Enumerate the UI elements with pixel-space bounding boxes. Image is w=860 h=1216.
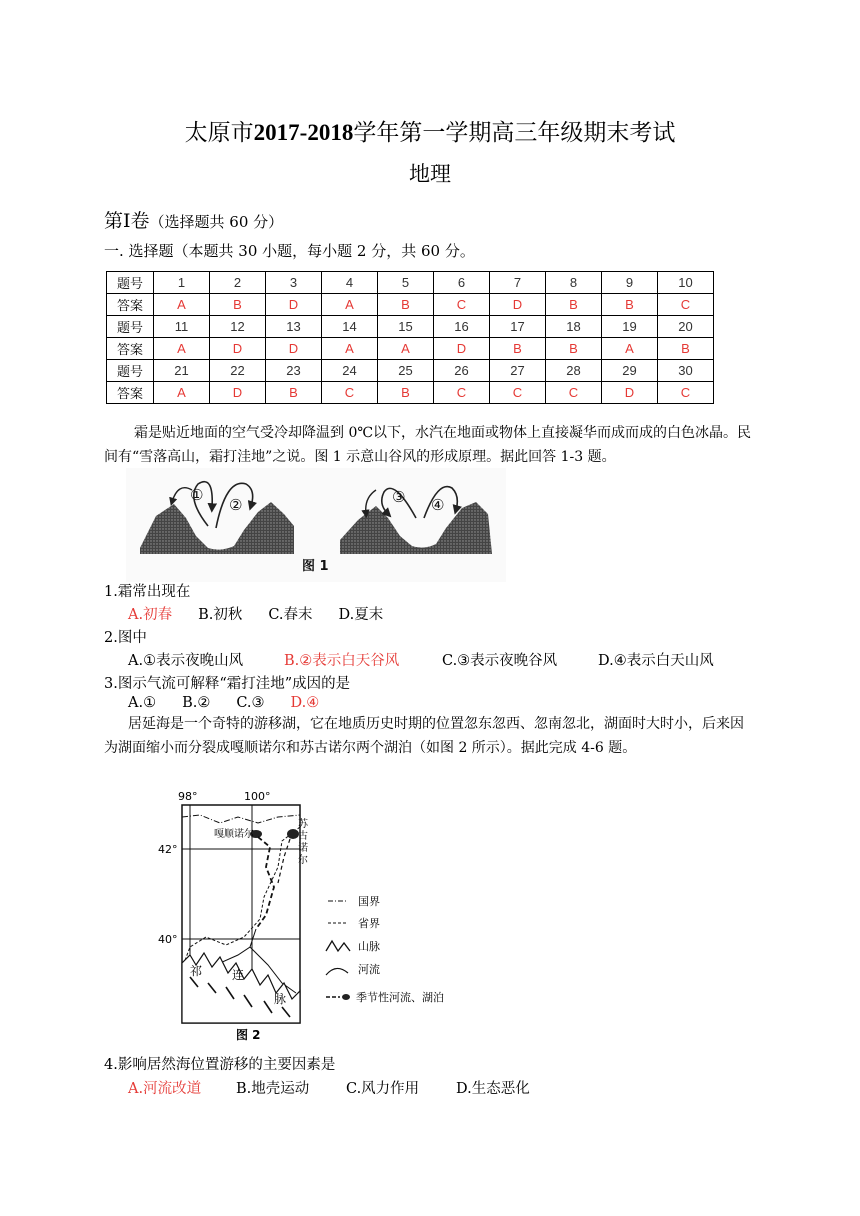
section-heading: 一. 选择题（本题共 30 小题，每小题 2 分，共 60 分。 [104,242,475,260]
q2-option-a[interactable]: A.①表示夜晚山风 [128,653,244,669]
answer-cell: B [378,294,434,316]
question-number-cell: 24 [322,360,378,382]
answer-cell: D [602,382,658,404]
passage-frost: 霜是贴近地面的空气受冷却降温到 0℃以下，水汽在地面或物体上直接凝华而成而成的白色冰晶。民间有“雪落高山，霜打洼地”之说。图 1 示意山谷风的形成原理。据此回答 1-3 题。 [104,425,752,465]
q4-option-d[interactable]: D.生态恶化 [456,1081,530,1097]
question-number-cell: 1 [154,272,210,294]
question-number-cell: 7 [490,272,546,294]
q3-option-a[interactable]: A.① [128,695,157,711]
answer-cell: D [210,338,266,360]
passage-juyan-lake: 居延海是一个奇特的游移湖，它在地质历史时期的位置忽东忽西、忽南忽北，湖面时大时小，后来因为湖面缩小而分裂成嘎顺诺尔和苏古诺尔两个湖泊（如图 2 所示）。据此完成 4-6 题。 [104,716,744,756]
marker-2: ② [229,496,243,514]
table-row-answers [107,382,714,404]
question-number-cell: 2 [210,272,266,294]
lake-gashun-label: 嘎顺诺尔 [214,829,254,840]
answer-table [106,271,714,404]
answer-cell: B [378,382,434,404]
answer-cell: B [546,294,602,316]
juyan-lake-map [160,787,470,1045]
legend-river: 河流 [358,963,380,976]
part-label: 第Ⅰ卷 [104,210,150,232]
question-number-cell: 11 [154,316,210,338]
title-year: 2017-2018 [253,120,354,145]
legend-national-border: 国界 [358,895,380,908]
answer-cell: A [154,338,210,360]
answer-cell: A [322,294,378,316]
row-header-answer: 答案 [107,338,154,360]
q4-option-c[interactable]: C.风力作用 [346,1081,420,1097]
question-2-stem: 2.图中 [104,630,147,646]
answer-cell: C [322,382,378,404]
table-row-answers [107,294,714,316]
part-heading [104,206,283,233]
question-number-cell: 25 [378,360,434,382]
answer-cell: D [490,294,546,316]
mountain-char-mai: 脉 [274,992,287,1006]
row-header-number: 题号 [107,360,154,382]
row-header-answer: 答案 [107,382,154,404]
question-1-options [128,603,409,624]
row-header-number: 题号 [107,316,154,338]
figure-1 [126,468,506,586]
answer-cell: C [434,294,490,316]
subject-title: 地理 [409,162,451,186]
q4-option-b[interactable]: B.地壳运动 [236,1081,310,1097]
title-city: 太原市 [184,120,254,146]
question-3-stem: 3.图示气流可解释“霜打洼地”成因的是 [104,676,351,692]
part-note: （选择题共 60 分） [149,213,284,231]
answer-cell: B [210,294,266,316]
exam-title [0,114,860,147]
mountain-char-lian: 连 [232,968,245,982]
title-term: 学年第一学期高三年级期末考试 [353,120,676,146]
q3-option-c[interactable]: C.③ [236,695,265,711]
marker-1: ① [190,486,204,504]
figure-2-caption: 图 2 [236,1028,261,1042]
question-number-cell: 21 [154,360,210,382]
question-number-cell: 28 [546,360,602,382]
lake-sugu-char-3: 诺 [298,843,308,854]
valley-wind-diagram [126,468,506,582]
legend-provincial-border: 省界 [358,917,380,930]
q3-option-d[interactable]: D.④ [290,695,320,711]
legend-mountain: 山脉 [358,940,380,953]
question-number-cell: 30 [658,360,714,382]
lat-label-42: 42° [158,843,178,856]
question-number-cell: 13 [266,316,322,338]
answer-cell: A [322,338,378,360]
marker-3: ③ [392,488,406,506]
answer-cell: C [434,382,490,404]
question-number-cell: 22 [210,360,266,382]
row-header-number: 题号 [107,272,154,294]
question-number-cell: 3 [266,272,322,294]
answer-cell: B [266,382,322,404]
table-row-numbers [107,316,714,338]
answer-cell: D [266,338,322,360]
question-number-cell: 9 [602,272,658,294]
lake-sugu-char-1: 苏 [298,819,308,830]
lon-label-98: 98° [178,790,198,803]
table-row-numbers [107,272,714,294]
answer-cell: B [658,338,714,360]
answer-cell: C [546,382,602,404]
answer-cell: D [210,382,266,404]
q2-option-b[interactable]: B.②表示白天谷风 [284,653,400,669]
figure-2 [160,787,470,1049]
question-number-cell: 8 [546,272,602,294]
question-number-cell: 12 [210,316,266,338]
question-number-cell: 29 [602,360,658,382]
q2-option-d[interactable]: D.④表示白天山风 [598,653,714,669]
q1-option-d[interactable]: D.夏末 [338,607,384,623]
answer-cell: D [266,294,322,316]
q1-option-c[interactable]: C.春末 [268,607,313,623]
q1-option-b[interactable]: B.初秋 [198,607,243,623]
q4-option-a[interactable]: A.河流改道 [128,1081,202,1097]
question-3-options [128,695,345,711]
question-4-stem: 4.影响居然海位置游移的主要因素是 [104,1057,336,1073]
answer-cell: C [490,382,546,404]
question-number-cell: 5 [378,272,434,294]
question-number-cell: 10 [658,272,714,294]
q2-option-c[interactable]: C.③表示夜晚谷风 [442,653,558,669]
lat-label-40: 40° [158,933,178,946]
lon-label-100: 100° [244,790,271,803]
table-row-answers [107,338,714,360]
question-number-cell: 26 [434,360,490,382]
answer-cell: A [154,294,210,316]
question-number-cell: 15 [378,316,434,338]
answer-cell: A [378,338,434,360]
question-number-cell: 14 [322,316,378,338]
answer-cell: C [658,382,714,404]
answer-cell: C [658,294,714,316]
question-1-stem: 1.霜常出现在 [104,584,191,600]
table-row-numbers [107,360,714,382]
question-number-cell: 20 [658,316,714,338]
legend-seasonal: 季节性河流、湖泊 [356,991,444,1004]
question-number-cell: 17 [490,316,546,338]
question-number-cell: 27 [490,360,546,382]
answer-cell: B [602,294,658,316]
q1-option-a[interactable]: A.初春 [128,607,173,623]
question-number-cell: 19 [602,316,658,338]
question-number-cell: 6 [434,272,490,294]
marker-4: ④ [431,496,445,514]
question-number-cell: 18 [546,316,602,338]
question-number-cell: 23 [266,360,322,382]
mountain-char-qi: 祁 [190,964,203,978]
row-header-answer: 答案 [107,294,154,316]
figure-1-caption: 图 1 [302,559,329,574]
answer-cell: A [602,338,658,360]
q3-option-b[interactable]: B.② [182,695,211,711]
answer-cell: B [490,338,546,360]
lake-sugu-char-4: 尔 [298,855,308,866]
answer-cell: A [154,382,210,404]
answer-cell: B [546,338,602,360]
answer-cell: D [434,338,490,360]
lake-sugu-char-2: 古 [298,831,308,842]
question-number-cell: 4 [322,272,378,294]
question-number-cell: 16 [434,316,490,338]
